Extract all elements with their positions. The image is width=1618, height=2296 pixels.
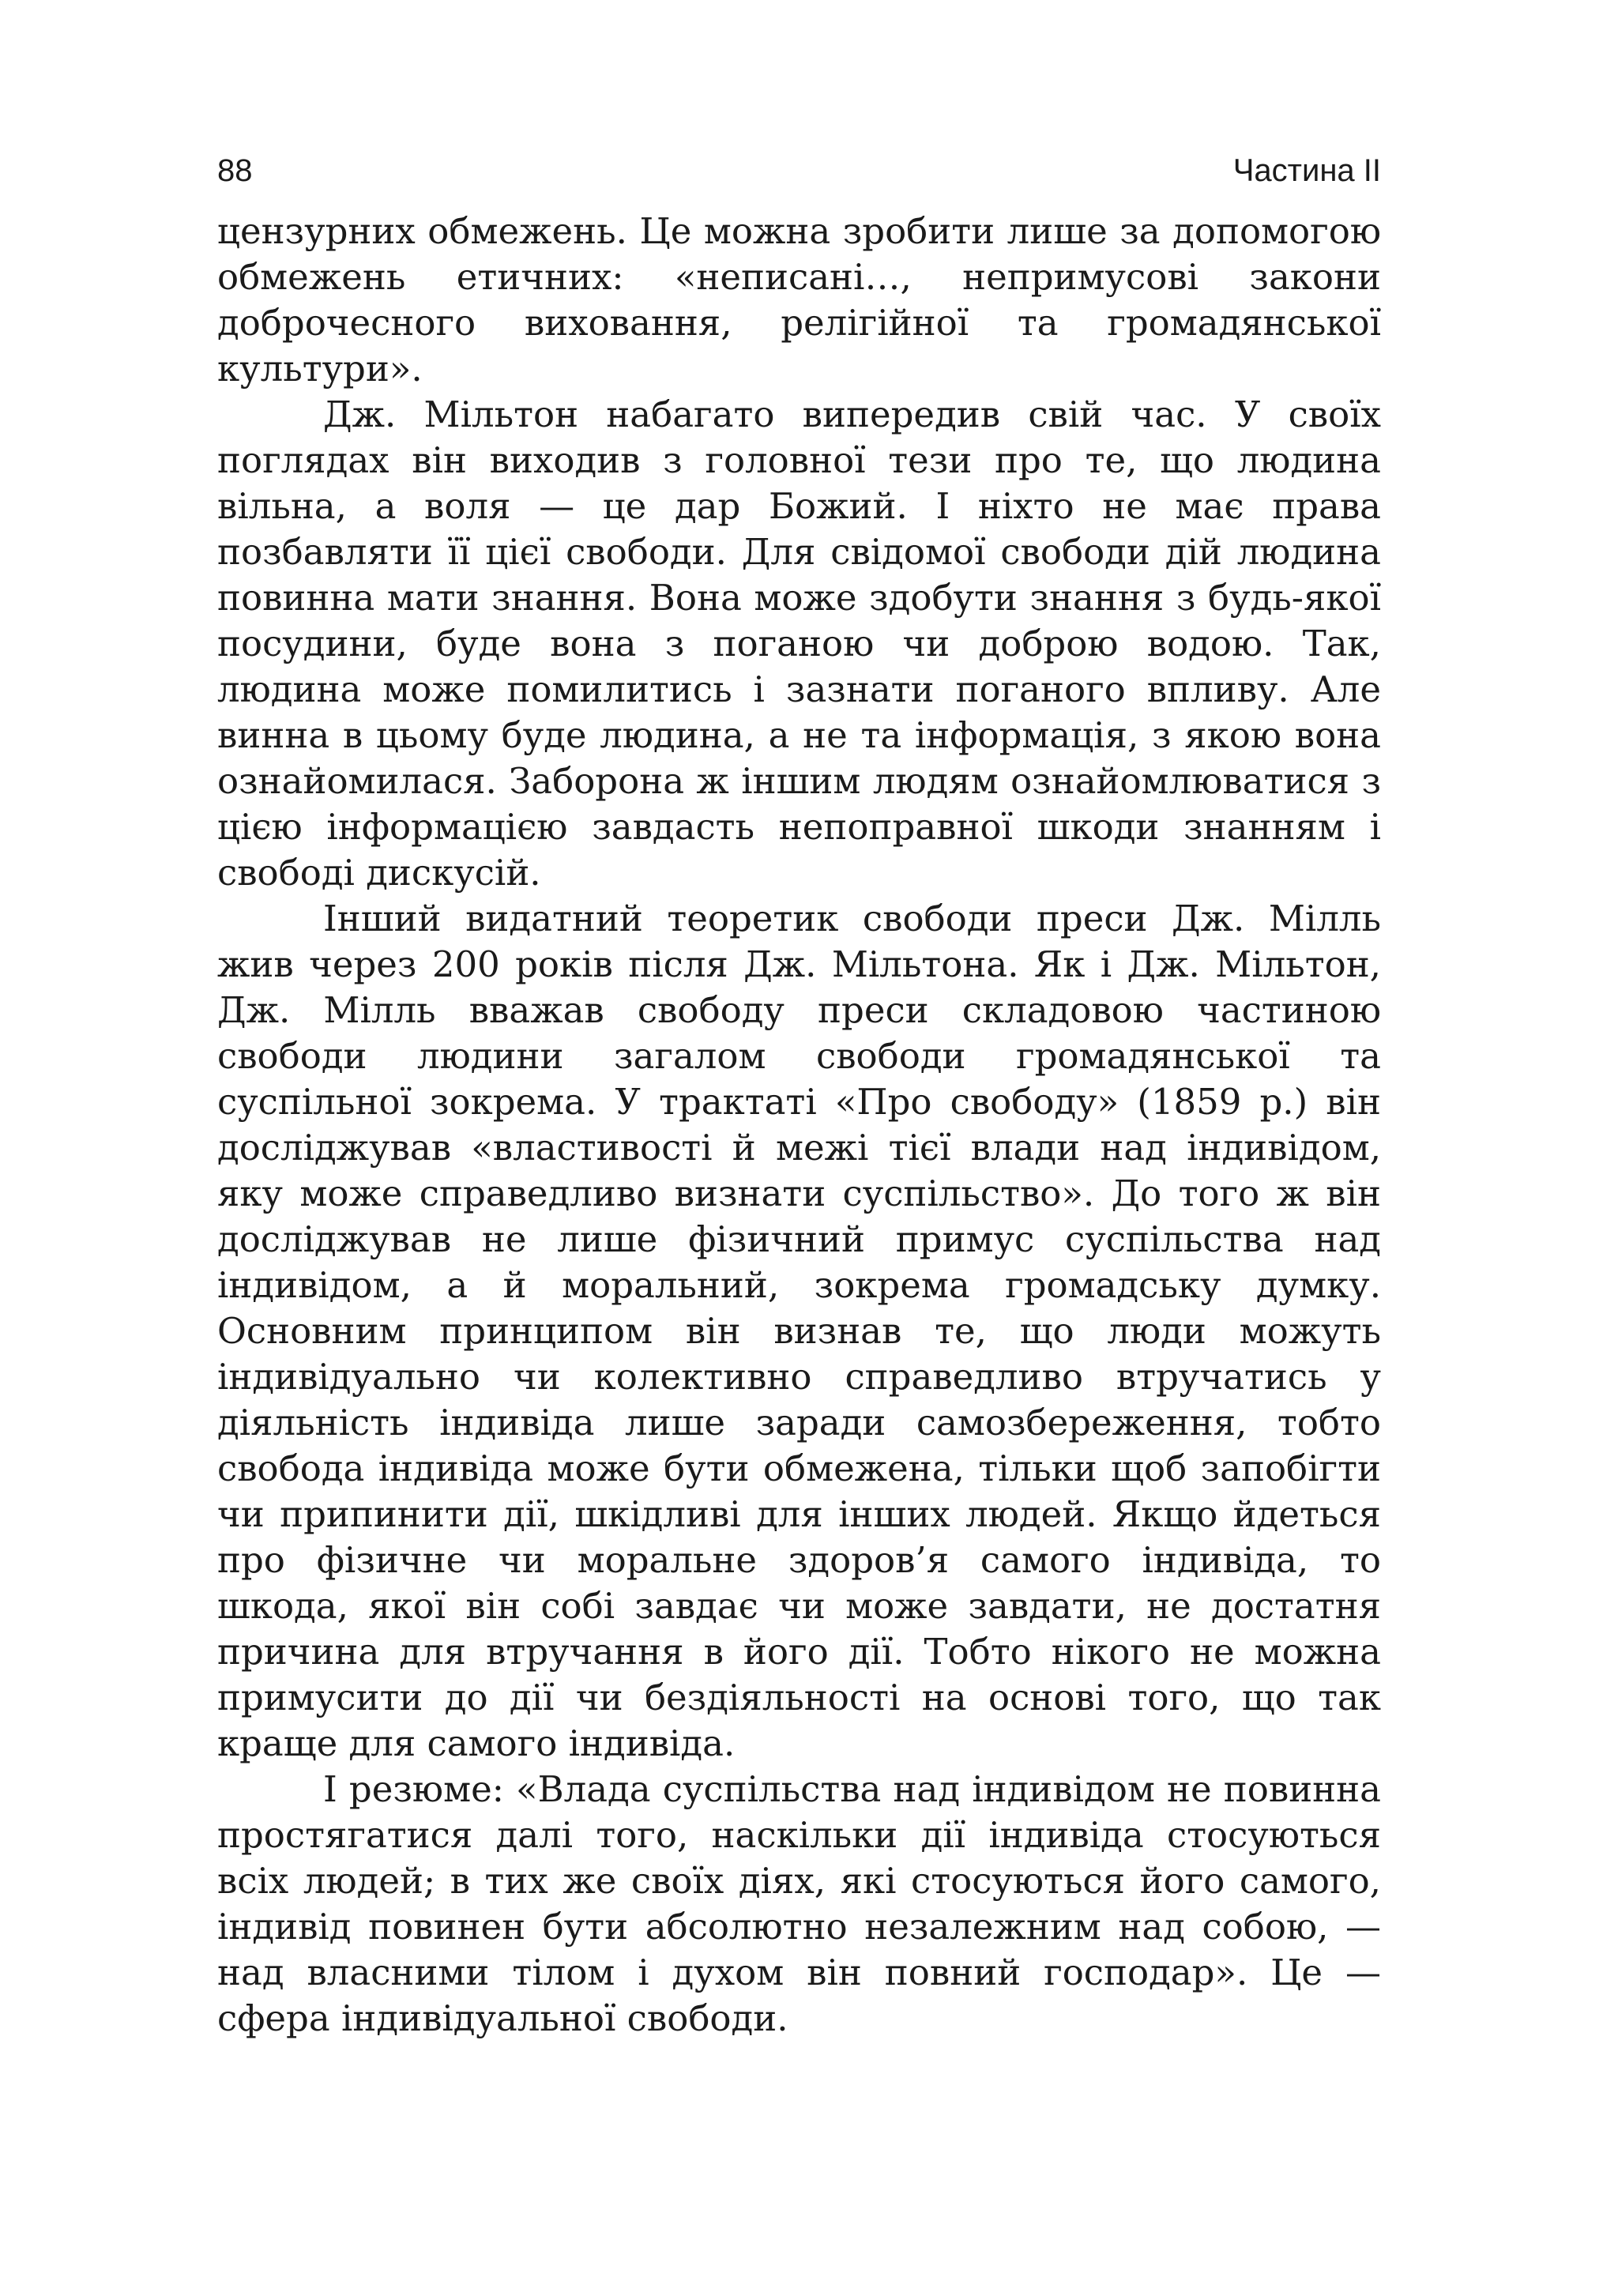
paragraph-milton: Дж. Мільтон набагато випередив свій час. У своїх поглядах він виходив з головної тези про те, що людина вільна, а воля — це дар Божий. І ніхто не має права позбавляти її цієї свободи. Для свідомої свободи дій людина повинна мати знання. Вона може здобути знання з будь-якої посудини, буде вона з поганою чи доброю водою. Так, людина може помилитись і зазнати поганого впливу. Але винна в цьому буде людина, а не та інформація, з якою вона ознайомилася. Заборона ж іншим людям ознайомлюватися з цією інформацією завдасть непоправної шкоди знанням і свободі дискусій. — [217, 393, 1381, 894]
page-number: 88 — [217, 153, 253, 188]
running-head — [217, 147, 1381, 194]
paragraph-summary: І резюме: «Влада суспільства над індивідом не повинна простягатися далі того, наскільки дії індивіда стосуються всіх людей; в тих же своїх діях, які стосуються його самого, індивід повинен бути абсолютно незалежним над собою, — над власними тілом і духом він повний господар». Це — сфера індивідуальної свободи. — [217, 1768, 1381, 2039]
section-title: Частина II — [1232, 153, 1381, 188]
paragraph-mill: Інший видатний теоретик свободи преси Дж. Мілль жив через 200 років після Дж. Мільтона. Як і Дж. Мільтон, Дж. Мілль вважав свободу преси складовою частиною свободи людини загалом свободи громадянської та суспільної зокрема. У трактаті «Про свободу» (1859 р.) він досліджував «властивості й межі тієї влади над індивідом, яку може справедливо визнати суспільство». До того ж він досліджував не лише фізичний примус суспільства над індивідом, а й моральний, зокрема громадську думку. Основним принципом він визнав те, що люди можуть індивідуально чи колективно справедливо втручатись у діяльність індивіда лише заради самозбереження, тобто свобода індивіда може бути обмежена, тільки щоб запобігти чи припинити дії, шкідливі для інших людей. Якщо йдеться про фізичне чи моральне здоров’я самого індивіда, то шкода, якої він собі завдає чи може завдати, не достатня причина для втручання в його дії. Тобто нікого не можна примусити до дії чи бездіяльності на основі того, що так краще для самого індивіда. — [217, 898, 1381, 1764]
body-text — [217, 209, 1381, 2042]
paragraph-continuation: цензурних обмежень. Це можна зробити лише за допомогою обмежень етичних: «неписані…, непримусові закони доброчесного виховання, релігійної та громадянської культури». — [217, 210, 1381, 390]
